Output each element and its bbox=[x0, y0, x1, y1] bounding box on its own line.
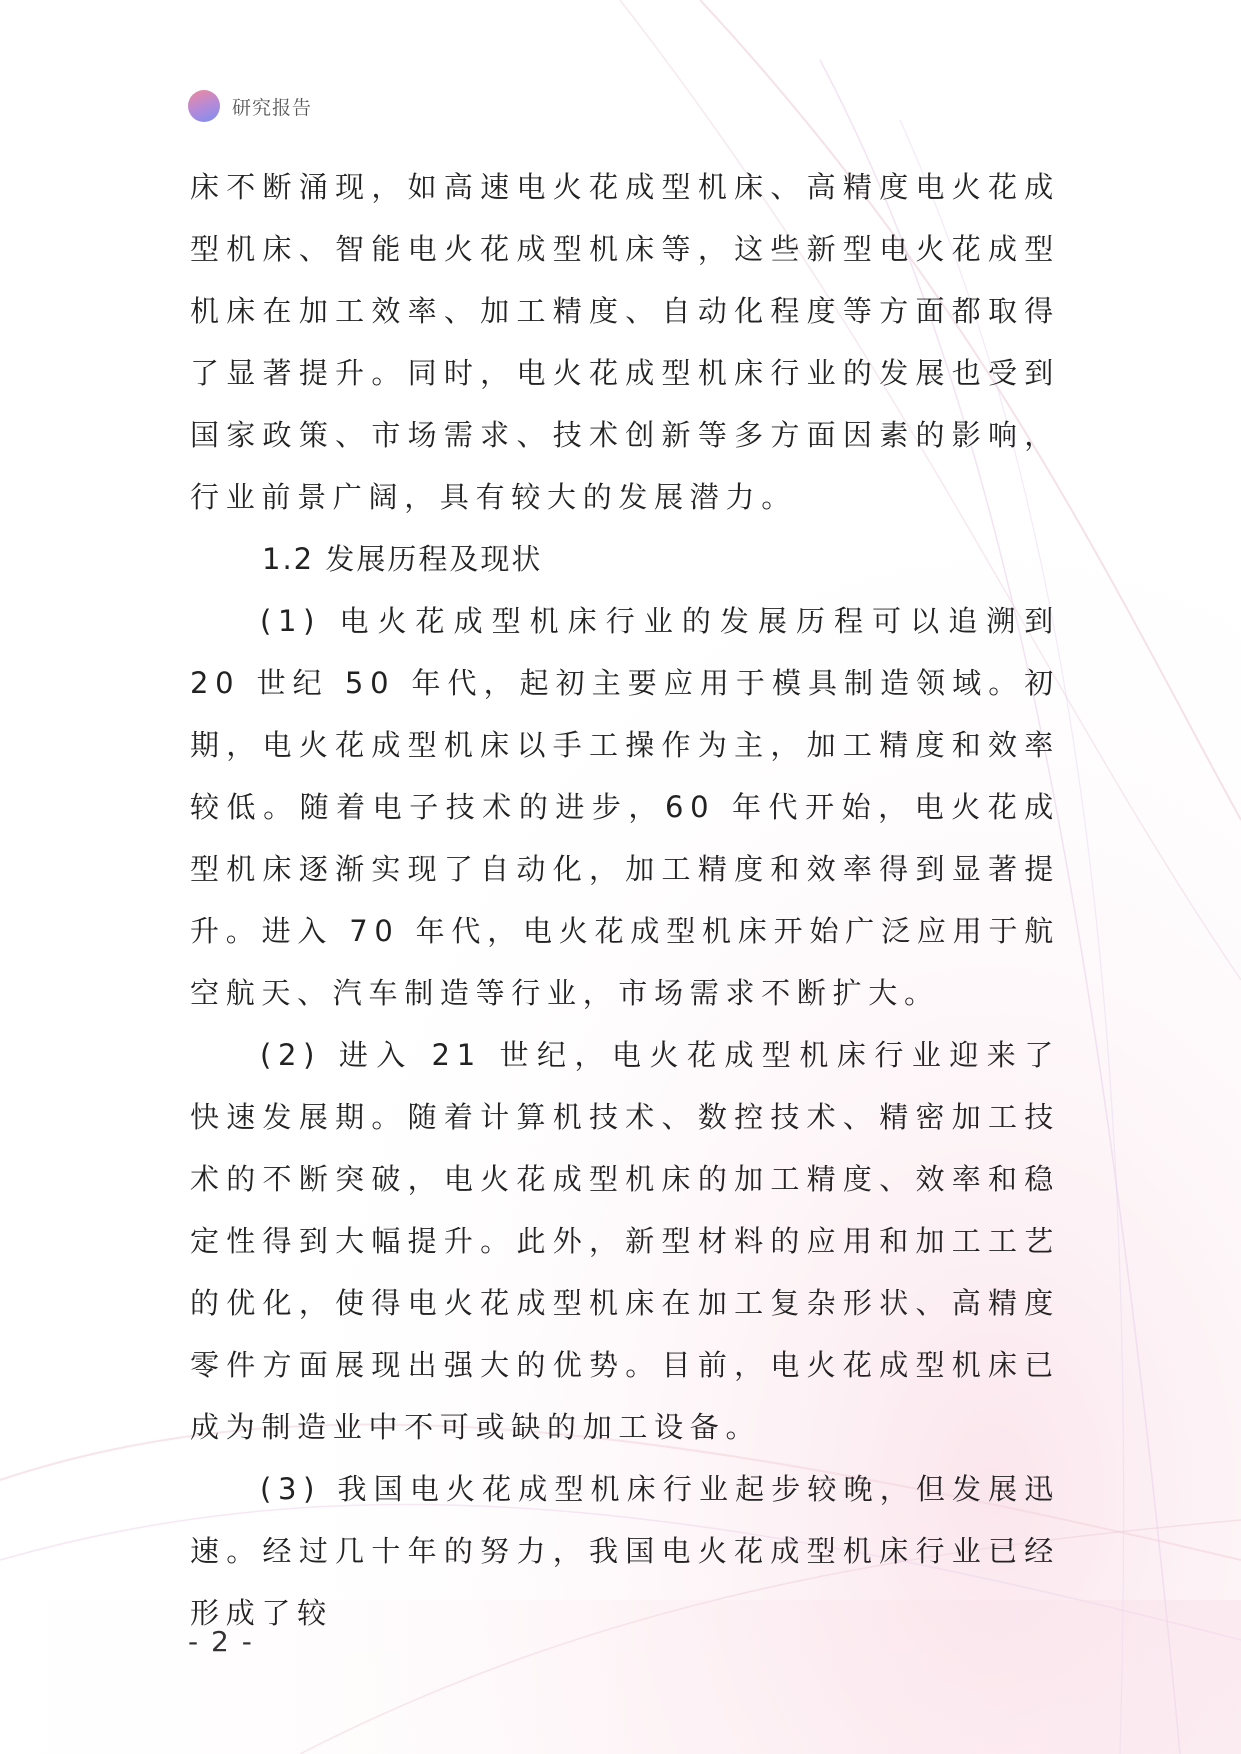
page-number: - 2 - bbox=[188, 1625, 254, 1658]
section-item-3: (3) 我国电火花成型机床行业起步较晚，但发展迅速。经过几十年的努力，我国电火花成型机床行业已经形成了较 bbox=[190, 1472, 1060, 1630]
section-heading: 1.2 发展历程及现状 bbox=[262, 542, 543, 576]
document-body bbox=[190, 156, 1060, 1644]
paragraph-continuation: 床不断涌现，如高速电火花成型机床、高精度电火花成型机床、智能电火花成型机床等，这些新型电火花成型机床在加工效率、加工精度、自动化程度等方面都取得了显著提升。同时，电火花成型机床行业的发展也受到国家政策、市场需求、技术创新等多方面因素的影响，行业前景广阔，具有较大的发展潜力。 bbox=[190, 170, 1060, 514]
report-header bbox=[188, 88, 312, 124]
section-item-2: (2) 进入 21 世纪，电火花成型机床行业迎来了快速发展期。随着计算机技术、数控技术、精密加工技术的不断突破，电火花成型机床的加工精度、效率和稳定性得到大幅提升。此外，新型材料的应用和加工工艺的优化，使得电火花成型机床在加工复杂形状、高精度零件方面展现出强大的优势。目前，电火花成型机床已成为制造业中不可或缺的加工设备。 bbox=[190, 1038, 1060, 1444]
report-logo-icon bbox=[188, 90, 220, 122]
section-item-1: (1) 电火花成型机床行业的发展历程可以追溯到 20 世纪 50 年代，起初主要应用于模具制造领域。初期，电火花成型机床以手工操作为主，加工精度和效率较低。随着电子技术的进步，60 年代开始，电火花成型机床逐渐实现了自动化，加工精度和效率得到显著提升。进入 70 年代，电火花成型机床开始广泛应用于航空航天、汽车制造等行业，市场需求不断扩大。 bbox=[190, 604, 1060, 1010]
header-title: 研究报告 bbox=[232, 96, 313, 119]
